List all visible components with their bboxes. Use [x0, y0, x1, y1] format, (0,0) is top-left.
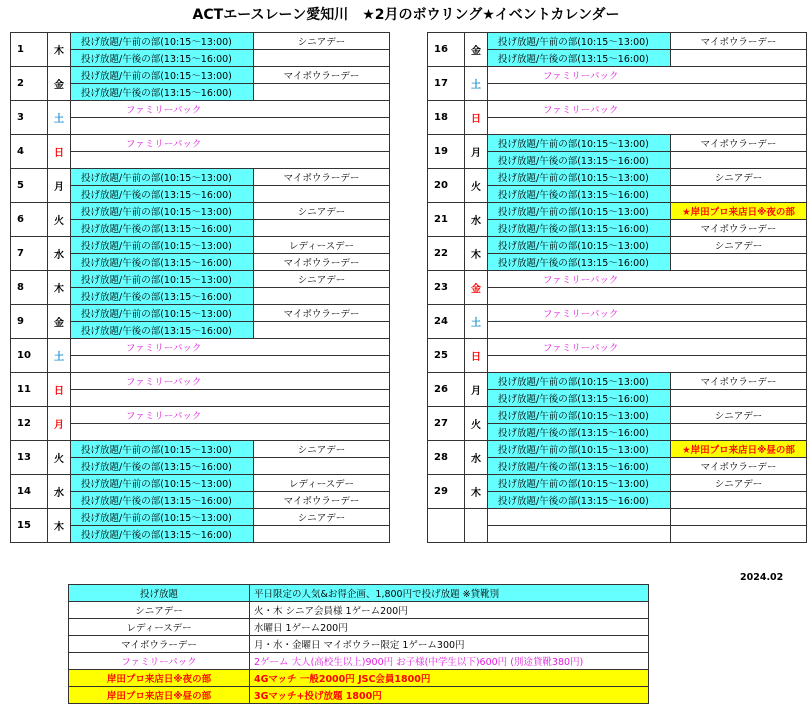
event-1: ★岸田プロ来店日※昼の部: [671, 441, 807, 458]
legend-key: シニアデー: [69, 602, 250, 619]
day-row: [428, 509, 807, 526]
weekday: 火: [48, 441, 71, 475]
slot-afternoon: 投げ放題/午後の部(13:15～16:00): [488, 254, 671, 271]
day-row: [428, 475, 807, 492]
slot-afternoon: 投げ放題/午後の部(13:15～16:00): [71, 254, 254, 271]
event-1: シニアデー: [671, 169, 807, 186]
event-2: [254, 526, 390, 543]
day-row: [428, 135, 807, 152]
event-2: [254, 322, 390, 339]
slot-morning: 投げ放題/午前の部(10:15～13:00): [71, 169, 254, 186]
day-row: [428, 33, 807, 50]
event-1: シニアデー: [254, 33, 390, 50]
event-1: シニアデー: [254, 509, 390, 526]
weekday: 木: [48, 33, 71, 67]
family-pack-label: ファミリーパック: [71, 373, 390, 390]
event-2: [671, 492, 807, 509]
family-pack-label: ファミリーパック: [71, 101, 390, 118]
event-1: シニアデー: [254, 441, 390, 458]
slot-afternoon: 投げ放題/午後の部(13:15～16:00): [71, 492, 254, 509]
slot-afternoon: 投げ放題/午後の部(13:15～16:00): [488, 424, 671, 441]
legend-key: 岸田プロ来店日※昼の部: [69, 687, 250, 704]
day-row: [428, 169, 807, 186]
weekday: 土: [48, 339, 71, 373]
weekday: 月: [48, 169, 71, 203]
day-row: [428, 305, 807, 322]
day-number: 18: [428, 101, 465, 135]
event-1: シニアデー: [254, 271, 390, 288]
slot-afternoon: 投げ放題/午後の部(13:15～16:00): [71, 220, 254, 237]
day-number: 13: [11, 441, 48, 475]
weekday: 土: [465, 67, 488, 101]
day-number: 4: [11, 135, 48, 169]
slot-afternoon: 投げ放題/午後の部(13:15～16:00): [488, 390, 671, 407]
weekday: 火: [48, 203, 71, 237]
day-row: [11, 509, 390, 526]
event-1: マイボウラーデー: [671, 33, 807, 50]
day-row: [11, 101, 390, 118]
weekday: 木: [465, 237, 488, 271]
slot-morning: 投げ放題/午前の部(10:15～13:00): [71, 271, 254, 288]
family-pack-label: ファミリーパック: [488, 339, 807, 356]
weekday: 水: [48, 475, 71, 509]
weekday: 火: [465, 169, 488, 203]
event-2: [254, 186, 390, 203]
slot-morning: 投げ放題/午前の部(10:15～13:00): [488, 237, 671, 254]
weekday: 土: [48, 101, 71, 135]
slot-afternoon: 投げ放題/午後の部(13:15～16:00): [71, 84, 254, 101]
day-number: 5: [11, 169, 48, 203]
day-row: [11, 475, 390, 492]
day-number: 26: [428, 373, 465, 407]
day-number: 16: [428, 33, 465, 67]
weekday: 日: [465, 339, 488, 373]
event-1: シニアデー: [671, 407, 807, 424]
slot-afternoon: 投げ放題/午後の部(13:15～16:00): [71, 322, 254, 339]
event-2: [254, 220, 390, 237]
event-2: [671, 152, 807, 169]
event-2: マイボウラーデー: [254, 254, 390, 271]
slot-afternoon: 投げ放題/午後の部(13:15～16:00): [488, 492, 671, 509]
slot-morning: 投げ放題/午前の部(10:15～13:00): [488, 407, 671, 424]
day-row: [11, 169, 390, 186]
weekday: 日: [465, 101, 488, 135]
day-number: [428, 509, 465, 543]
empty-cell: [71, 152, 390, 169]
slot-morning: 投げ放題/午前の部(10:15～13:00): [71, 509, 254, 526]
legend-row: [69, 670, 649, 687]
legend-key: 岸田プロ来店日※夜の部: [69, 670, 250, 687]
slot-morning: 投げ放題/午前の部(10:15～13:00): [71, 305, 254, 322]
empty-cell: [71, 424, 390, 441]
legend-row: [69, 602, 649, 619]
version-stamp: 2024.02: [740, 572, 784, 583]
day-number: 24: [428, 305, 465, 339]
event-1: マイボウラーデー: [671, 373, 807, 390]
day-number: 22: [428, 237, 465, 271]
slot-afternoon: 投げ放題/午後の部(13:15～16:00): [71, 186, 254, 203]
family-pack-label: ファミリーパック: [488, 67, 807, 84]
event-1: ★岸田プロ来店日※夜の部: [671, 203, 807, 220]
calendar-right: [427, 32, 807, 543]
event-1: レディースデー: [254, 475, 390, 492]
weekday: 水: [48, 237, 71, 271]
slot-morning: 投げ放題/午前の部(10:15～13:00): [71, 475, 254, 492]
weekday: 月: [465, 135, 488, 169]
day-number: 23: [428, 271, 465, 305]
weekday: 木: [48, 509, 71, 543]
event-2: マイボウラーデー: [671, 220, 807, 237]
slot-morning: 投げ放題/午前の部(10:15～13:00): [488, 135, 671, 152]
family-pack-label: ファミリーパック: [488, 305, 807, 322]
day-number: 7: [11, 237, 48, 271]
day-row: [11, 339, 390, 356]
weekday: 日: [48, 373, 71, 407]
empty-cell: [71, 118, 390, 135]
family-pack-label: ファミリーパック: [71, 135, 390, 152]
day-number: 10: [11, 339, 48, 373]
day-number: 14: [11, 475, 48, 509]
weekday: 日: [48, 135, 71, 169]
slot-afternoon: 投げ放題/午後の部(13:15～16:00): [488, 50, 671, 67]
legend-value: 2ゲーム 大人(高校生以上)900円 お子様(中学生以下)600円 (別途貸靴380円): [250, 653, 649, 670]
day-row: [11, 33, 390, 50]
page-title: ACTエースレーン愛知川 ★2月のボウリング★イベントカレンダー: [192, 7, 620, 23]
event-1: マイボウラーデー: [254, 67, 390, 84]
day-row: [428, 339, 807, 356]
empty-cell: [488, 356, 807, 373]
day-number: 17: [428, 67, 465, 101]
calendar-left: [10, 32, 390, 543]
day-row: [11, 373, 390, 390]
slot-morning: 投げ放題/午前の部(10:15～13:00): [488, 33, 671, 50]
event-1: マイボウラーデー: [671, 135, 807, 152]
day-row: [428, 203, 807, 220]
slot-afternoon: 投げ放題/午後の部(13:15～16:00): [488, 152, 671, 169]
day-number: 25: [428, 339, 465, 373]
day-row: [428, 441, 807, 458]
event-2: [671, 424, 807, 441]
day-row: [11, 271, 390, 288]
slot-morning: 投げ放題/午前の部(10:15～13:00): [488, 203, 671, 220]
day-number: 12: [11, 407, 48, 441]
legend-key: ファミリーパック: [69, 653, 250, 670]
day-row: [11, 237, 390, 254]
slot-afternoon: 投げ放題/午後の部(13:15～16:00): [488, 186, 671, 203]
empty-cell: [488, 509, 671, 526]
slot-morning: 投げ放題/午前の部(10:15～13:00): [71, 67, 254, 84]
day-row: [11, 203, 390, 220]
empty-cell: [71, 356, 390, 373]
legend-table: [68, 584, 649, 704]
day-number: 15: [11, 509, 48, 543]
legend-row: [69, 585, 649, 602]
day-number: 28: [428, 441, 465, 475]
legend-row: [69, 636, 649, 653]
weekday: 木: [465, 475, 488, 509]
legend-value: 3Gマッチ+投げ放題 1800円: [250, 687, 649, 704]
day-row: [11, 407, 390, 424]
day-row: [428, 101, 807, 118]
legend-key: 投げ放題: [69, 585, 250, 602]
legend-key: レディースデー: [69, 619, 250, 636]
day-number: 9: [11, 305, 48, 339]
day-row: [428, 271, 807, 288]
slot-morning: 投げ放題/午前の部(10:15～13:00): [488, 475, 671, 492]
day-number: 19: [428, 135, 465, 169]
day-number: 21: [428, 203, 465, 237]
event-2: [671, 50, 807, 67]
weekday: 水: [465, 441, 488, 475]
weekday: 月: [465, 373, 488, 407]
day-row: [428, 373, 807, 390]
slot-morning: 投げ放題/午前の部(10:15～13:00): [488, 441, 671, 458]
empty-cell: [488, 84, 807, 101]
empty-cell: [488, 288, 807, 305]
weekday: 火: [465, 407, 488, 441]
day-number: 3: [11, 101, 48, 135]
day-number: 1: [11, 33, 48, 67]
empty-cell: [71, 390, 390, 407]
day-number: 20: [428, 169, 465, 203]
legend-row: [69, 653, 649, 670]
event-2: [254, 84, 390, 101]
slot-afternoon: 投げ放題/午後の部(13:15～16:00): [71, 526, 254, 543]
legend-value: 月・水・金曜日 マイボウラー限定 1ゲーム300円: [250, 636, 649, 653]
legend-value: 4Gマッチ 一般2000円 JSC会員1800円: [250, 670, 649, 687]
event-2: [254, 50, 390, 67]
empty-cell: [488, 526, 671, 543]
weekday: 月: [48, 407, 71, 441]
day-number: 6: [11, 203, 48, 237]
day-row: [11, 305, 390, 322]
event-2: マイボウラーデー: [671, 458, 807, 475]
legend-row: [69, 619, 649, 636]
slot-morning: 投げ放題/午前の部(10:15～13:00): [71, 441, 254, 458]
event-1: シニアデー: [671, 237, 807, 254]
slot-afternoon: 投げ放題/午後の部(13:15～16:00): [71, 288, 254, 305]
weekday: 金: [48, 305, 71, 339]
slot-afternoon: 投げ放題/午後の部(13:15～16:00): [488, 458, 671, 475]
empty-cell: [488, 118, 807, 135]
event-1: マイボウラーデー: [254, 305, 390, 322]
legend-value: 水曜日 1ゲーム200円: [250, 619, 649, 636]
day-row: [428, 237, 807, 254]
weekday: 金: [465, 33, 488, 67]
day-number: 27: [428, 407, 465, 441]
event-2: [671, 254, 807, 271]
day-row: [428, 407, 807, 424]
event-2: [254, 288, 390, 305]
family-pack-label: ファミリーパック: [488, 271, 807, 288]
empty-cell: [671, 509, 807, 526]
day-row: [11, 135, 390, 152]
slot-morning: 投げ放題/午前の部(10:15～13:00): [71, 33, 254, 50]
slot-morning: 投げ放題/午前の部(10:15～13:00): [71, 237, 254, 254]
weekday: 水: [465, 203, 488, 237]
day-number: 29: [428, 475, 465, 509]
family-pack-label: ファミリーパック: [71, 407, 390, 424]
weekday: 金: [48, 67, 71, 101]
family-pack-label: ファミリーパック: [488, 101, 807, 118]
event-1: マイボウラーデー: [254, 169, 390, 186]
empty-cell: [488, 322, 807, 339]
slot-morning: 投げ放題/午前の部(10:15～13:00): [488, 373, 671, 390]
slot-morning: 投げ放題/午前の部(10:15～13:00): [488, 169, 671, 186]
legend-row: [69, 687, 649, 704]
legend-value: 平日限定の人気&お得企画、1,800円で投げ放題 ※貸靴別: [250, 585, 649, 602]
weekday: 木: [48, 271, 71, 305]
slot-afternoon: 投げ放題/午後の部(13:15～16:00): [71, 458, 254, 475]
day-number: 11: [11, 373, 48, 407]
event-2: [254, 458, 390, 475]
legend-key: マイボウラーデー: [69, 636, 250, 653]
event-2: マイボウラーデー: [254, 492, 390, 509]
family-pack-label: ファミリーパック: [71, 339, 390, 356]
slot-afternoon: 投げ放題/午後の部(13:15～16:00): [488, 220, 671, 237]
weekday: [465, 509, 488, 543]
event-1: シニアデー: [254, 203, 390, 220]
slot-afternoon: 投げ放題/午後の部(13:15～16:00): [71, 50, 254, 67]
weekday: 土: [465, 305, 488, 339]
event-2: [671, 186, 807, 203]
event-1: レディースデー: [254, 237, 390, 254]
day-row: [11, 67, 390, 84]
day-row: [11, 441, 390, 458]
empty-cell: [671, 526, 807, 543]
slot-morning: 投げ放題/午前の部(10:15～13:00): [71, 203, 254, 220]
day-row: [428, 67, 807, 84]
day-number: 2: [11, 67, 48, 101]
legend-value: 火・木 シニア会員様 1ゲーム200円: [250, 602, 649, 619]
event-1: シニアデー: [671, 475, 807, 492]
event-2: [671, 390, 807, 407]
day-number: 8: [11, 271, 48, 305]
weekday: 金: [465, 271, 488, 305]
